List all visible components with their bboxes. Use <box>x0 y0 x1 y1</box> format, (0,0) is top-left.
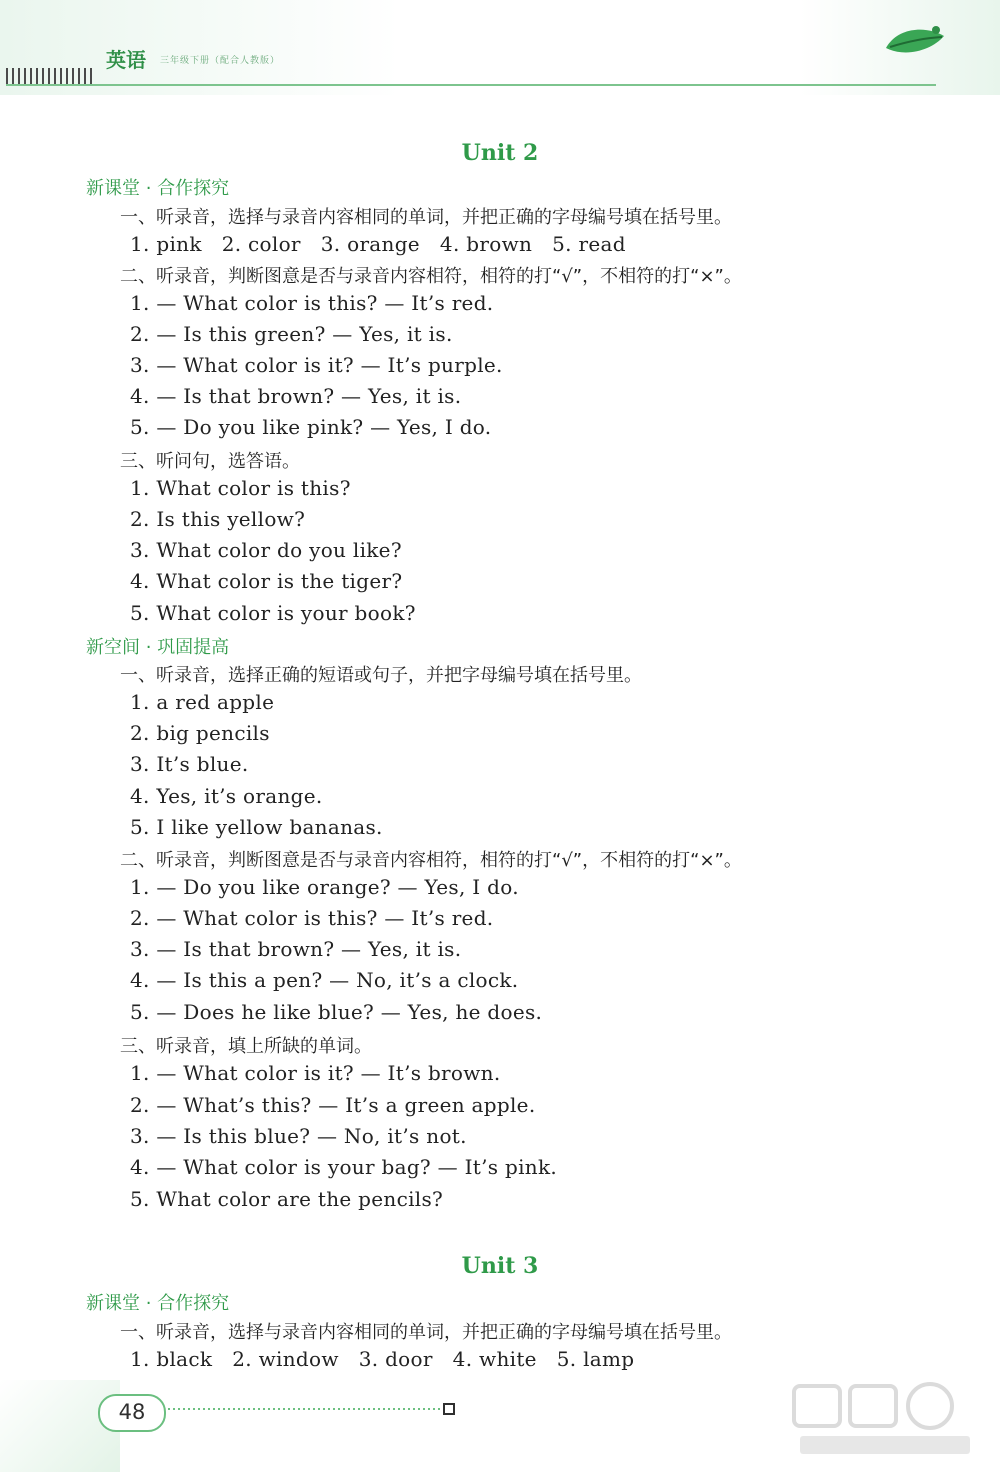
list-item: 5. — Does he like blue? — Yes, he does. <box>130 1000 543 1024</box>
header-stripe-decoration <box>6 68 96 84</box>
list-item: 2. — Is this green? — Yes, it is. <box>130 322 453 346</box>
list-item: 2. — What color is this? — It’s red. <box>130 906 494 930</box>
question-title: 一、听录音，选择与录音内容相同的单词，并把正确的字母编号填在括号里。 <box>120 1322 732 1343</box>
list-item: 1. What color is this? <box>130 476 351 500</box>
list-item: 1. — What color is this? — It’s red. <box>130 291 494 315</box>
header-band <box>0 0 1000 95</box>
list-item: 5. What color is your book? <box>130 601 416 625</box>
footer-dotted-line <box>168 1408 440 1410</box>
list-item: 3. What color do you like? <box>130 538 402 562</box>
question-title: 一、听录音，选择与录音内容相同的单词，并把正确的字母编号填在括号里。 <box>120 207 732 228</box>
section-title: 新课堂 · 合作探究 <box>86 178 230 199</box>
leaf-icon <box>880 20 950 66</box>
watermark-logo <box>790 1380 980 1460</box>
page-number: 48 <box>118 1400 146 1424</box>
list-item: 5. — Do you like pink? — Yes, I do. <box>130 415 492 439</box>
square-icon <box>443 1403 455 1415</box>
section-title: 新空间 · 巩固提高 <box>86 637 230 658</box>
unit-title: Unit 3 <box>461 1253 539 1279</box>
question-title: 三、听问句，选答语。 <box>120 451 300 472</box>
list-item: 4. Yes, it’s orange. <box>130 784 323 808</box>
question-title: 一、听录音，选择正确的短语或句子，并把字母编号填在括号里。 <box>120 665 642 686</box>
list-item: 4. — Is that brown? — Yes, it is. <box>130 384 462 408</box>
list-item: 5. I like yellow bananas. <box>130 815 383 839</box>
unit-title: Unit 2 <box>461 140 539 166</box>
list-item: 2. big pencils <box>130 721 270 745</box>
question-title: 二、听录音，判断图意是否与录音内容相符，相符的打“√”，不相符的打“×”。 <box>120 850 742 871</box>
list-item: 1. — What color is it? — It’s brown. <box>130 1061 501 1085</box>
list-item: 3. — What color is it? — It’s purple. <box>130 353 503 377</box>
word-list: 1. black 2. window 3. door 4. white 5. lamp <box>130 1347 635 1371</box>
question-title: 三、听录音，填上所缺的单词。 <box>120 1036 372 1057</box>
word-list: 1. pink 2. color 3. orange 4. brown 5. read <box>130 232 626 256</box>
list-item: 5. What color are the pencils? <box>130 1187 444 1211</box>
list-item: 1. a red apple <box>130 690 275 714</box>
header-book-info: 三年级下册（配合人教版） <box>160 56 281 66</box>
list-item: 2. — What’s this? — It’s a green apple. <box>130 1093 536 1117</box>
section-title: 新课堂 · 合作探究 <box>86 1293 230 1314</box>
list-item: 3. It’s blue. <box>130 752 249 776</box>
list-item: 3. — Is that brown? — Yes, it is. <box>130 937 462 961</box>
list-item: 1. — Do you like orange? — Yes, I do. <box>130 875 519 899</box>
list-item: 4. — Is this a pen? — No, it’s a clock. <box>130 968 519 992</box>
header-divider <box>6 84 936 86</box>
list-item: 3. — Is this blue? — No, it’s not. <box>130 1124 467 1148</box>
list-item: 4. — What color is your bag? — It’s pink. <box>130 1155 558 1179</box>
list-item: 4. What color is the tiger? <box>130 569 403 593</box>
page-number-badge <box>98 1394 166 1432</box>
question-title: 二、听录音，判断图意是否与录音内容相符，相符的打“√”，不相符的打“×”。 <box>120 266 742 287</box>
list-item: 2. Is this yellow? <box>130 507 306 531</box>
header-subject: 英语 <box>106 48 146 72</box>
